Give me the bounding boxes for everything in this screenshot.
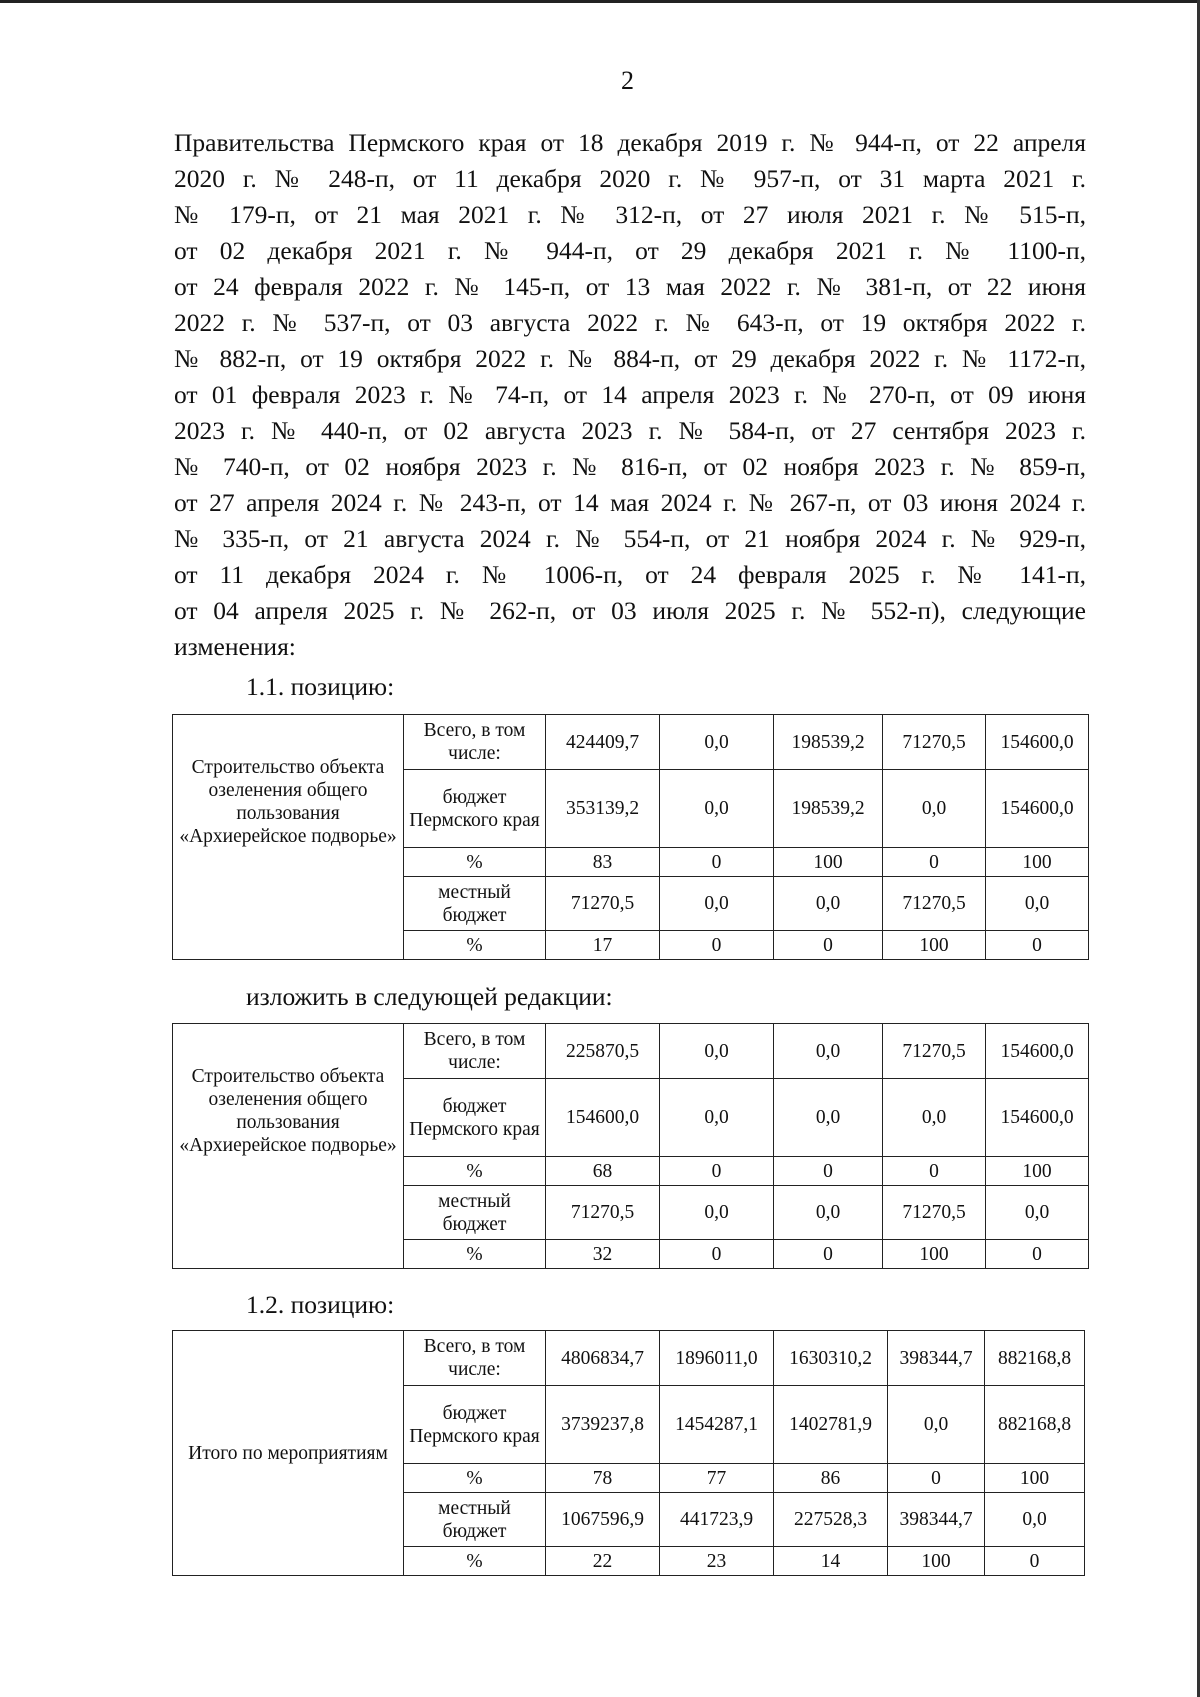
value-cell: 154600,0 (986, 715, 1089, 770)
row-label-total: Всего, в том числе: (404, 1024, 546, 1079)
value-cell: 86 (774, 1464, 888, 1493)
paragraph-line: от 04 апреля 2025 г. № 262-п, от 03 июля 2025 г. № 552-п), следующие (174, 596, 1086, 625)
value-cell: 398344,7 (888, 1493, 985, 1547)
value-cell: 0,0 (774, 1079, 883, 1157)
paragraph-line: № 740-п, от 02 ноября 2023 г. № 816-п, от 02 ноября 2023 г. № 859-п, (174, 452, 1086, 481)
row-label-percent: % (404, 1547, 546, 1576)
object-name-cell: Строительство объекта озеленения общего пользования «Архиерейское подворье» (173, 715, 404, 960)
row-label-percent: % (404, 1464, 546, 1493)
value-cell: 0,0 (660, 877, 774, 931)
value-cell: 71270,5 (883, 1024, 986, 1079)
value-cell: 353139,2 (546, 770, 660, 848)
paragraph-line: 2020 г. № 248-п, от 11 декабря 2020 г. № 957-п, от 31 марта 2021 г. (174, 164, 1086, 193)
value-cell: 71270,5 (546, 1186, 660, 1240)
totals-table (172, 1330, 1085, 1576)
row-label-local: местный бюджет (404, 877, 546, 931)
value-cell: 68 (546, 1157, 660, 1186)
row-label-local: местный бюджет (404, 1186, 546, 1240)
value-cell: 71270,5 (546, 877, 660, 931)
paragraph-line: 2023 г. № 440-п, от 02 августа 2023 г. № 584-п, от 27 сентября 2023 г. (174, 416, 1086, 445)
value-cell: 0,0 (774, 1024, 883, 1079)
value-cell: 0 (660, 931, 774, 960)
value-cell: 3739237,8 (546, 1386, 660, 1464)
value-cell: 0,0 (660, 1186, 774, 1240)
totals-name-cell: Итого по мероприятиям (173, 1331, 404, 1576)
value-cell: 0,0 (883, 1079, 986, 1157)
position-table-new (172, 1023, 1089, 1269)
paragraph-line: от 27 апреля 2024 г. № 243-п, от 14 мая 2024 г. № 267-п, от 03 июня 2024 г. (174, 488, 1086, 517)
value-cell: 0,0 (660, 1079, 774, 1157)
value-cell: 100 (986, 1157, 1089, 1186)
paragraph-line: от 11 декабря 2024 г. № 1006-п, от 24 февраля 2025 г. № 141-п, (174, 560, 1086, 589)
value-cell: 154600,0 (986, 770, 1089, 848)
value-cell: 882168,8 (985, 1331, 1085, 1386)
value-cell: 0,0 (888, 1386, 985, 1464)
row-label-regional: бюджет Пермского края (404, 770, 546, 848)
heading-replace: изложить в следующей редакции: (246, 982, 613, 1011)
row-label-total: Всего, в том числе: (404, 715, 546, 770)
value-cell: 0,0 (774, 877, 883, 931)
row-label-local: местный бюджет (404, 1493, 546, 1547)
table-row (173, 1331, 1085, 1386)
heading-1-1: 1.1. позицию: (246, 672, 395, 701)
value-cell: 398344,7 (888, 1331, 985, 1386)
value-cell: 71270,5 (883, 715, 986, 770)
value-cell: 0,0 (986, 1186, 1089, 1240)
value-cell: 100 (774, 848, 883, 877)
value-cell: 1067596,9 (546, 1493, 660, 1547)
table-row (173, 715, 1089, 770)
row-label-percent: % (404, 931, 546, 960)
value-cell: 0 (986, 1240, 1089, 1269)
row-label-percent: % (404, 848, 546, 877)
value-cell: 0,0 (660, 1024, 774, 1079)
value-cell: 1402781,9 (774, 1386, 888, 1464)
position-table-old (172, 714, 1089, 960)
value-cell: 0,0 (660, 715, 774, 770)
value-cell: 0 (774, 1157, 883, 1186)
paragraph-line: от 01 февраля 2023 г. № 74-п, от 14 апреля 2023 г. № 270-п, от 09 июня (174, 380, 1086, 409)
page-number: 2 (621, 66, 634, 95)
paragraph-line: от 02 декабря 2021 г. № 944-п, от 29 декабря 2021 г. № 1100-п, (174, 236, 1086, 265)
value-cell: 0 (660, 1157, 774, 1186)
amendment-paragraph (174, 125, 1086, 665)
object-name-cell: Строительство объекта озеленения общего пользования «Архиерейское подворье» (173, 1024, 404, 1269)
value-cell: 1896011,0 (660, 1331, 774, 1386)
paragraph-line: 2022 г. № 537-п, от 03 августа 2022 г. № 643-п, от 19 октября 2022 г. (174, 308, 1086, 337)
value-cell: 0,0 (883, 770, 986, 848)
value-cell: 71270,5 (883, 1186, 986, 1240)
value-cell: 78 (546, 1464, 660, 1493)
row-label-percent: % (404, 1157, 546, 1186)
value-cell: 100 (986, 848, 1089, 877)
table-row (173, 1024, 1089, 1079)
value-cell: 77 (660, 1464, 774, 1493)
value-cell: 198539,2 (774, 770, 883, 848)
value-cell: 441723,9 (660, 1493, 774, 1547)
value-cell: 225870,5 (546, 1024, 660, 1079)
value-cell: 0 (986, 931, 1089, 960)
value-cell: 0 (985, 1547, 1085, 1576)
value-cell: 71270,5 (883, 877, 986, 931)
value-cell: 100 (985, 1464, 1085, 1493)
value-cell: 424409,7 (546, 715, 660, 770)
value-cell: 32 (546, 1240, 660, 1269)
value-cell: 100 (888, 1547, 985, 1576)
value-cell: 0,0 (660, 770, 774, 848)
heading-1-2: 1.2. позицию: (246, 1290, 395, 1319)
value-cell: 1454287,1 (660, 1386, 774, 1464)
value-cell: 0 (660, 1240, 774, 1269)
value-cell: 100 (883, 1240, 986, 1269)
value-cell: 22 (546, 1547, 660, 1576)
value-cell: 0 (888, 1464, 985, 1493)
value-cell: 882168,8 (985, 1386, 1085, 1464)
value-cell: 154600,0 (546, 1079, 660, 1157)
value-cell: 0,0 (774, 1186, 883, 1240)
row-label-regional: бюджет Пермского края (404, 1079, 546, 1157)
value-cell: 17 (546, 931, 660, 960)
value-cell: 83 (546, 848, 660, 877)
value-cell: 14 (774, 1547, 888, 1576)
value-cell: 0 (883, 1157, 986, 1186)
value-cell: 0 (774, 931, 883, 960)
value-cell: 227528,3 (774, 1493, 888, 1547)
row-label-total: Всего, в том числе: (404, 1331, 546, 1386)
paragraph-line: № 882-п, от 19 октября 2022 г. № 884-п, от 29 декабря 2022 г. № 1172-п, (174, 344, 1086, 373)
value-cell: 0,0 (986, 877, 1089, 931)
value-cell: 154600,0 (986, 1079, 1089, 1157)
paragraph-line: от 24 февраля 2022 г. № 145-п, от 13 мая 2022 г. № 381-п, от 22 июня (174, 272, 1086, 301)
value-cell: 0 (883, 848, 986, 877)
page-edge-top (0, 0, 1200, 3)
row-label-regional: бюджет Пермского края (404, 1386, 546, 1464)
value-cell: 154600,0 (986, 1024, 1089, 1079)
paragraph-line: № 179-п, от 21 мая 2021 г. № 312-п, от 27 июля 2021 г. № 515-п, (174, 200, 1086, 229)
paragraph-line: № 335-п, от 21 августа 2024 г. № 554-п, от 21 ноября 2024 г. № 929-п, (174, 524, 1086, 553)
paragraph-line: изменения: (174, 632, 296, 661)
value-cell: 0,0 (985, 1493, 1085, 1547)
value-cell: 0 (660, 848, 774, 877)
value-cell: 23 (660, 1547, 774, 1576)
value-cell: 0 (774, 1240, 883, 1269)
value-cell: 1630310,2 (774, 1331, 888, 1386)
value-cell: 4806834,7 (546, 1331, 660, 1386)
paragraph-line: Правительства Пермского края от 18 декабря 2019 г. № 944-п, от 22 апреля (174, 128, 1086, 157)
row-label-percent: % (404, 1240, 546, 1269)
value-cell: 100 (883, 931, 986, 960)
value-cell: 198539,2 (774, 715, 883, 770)
